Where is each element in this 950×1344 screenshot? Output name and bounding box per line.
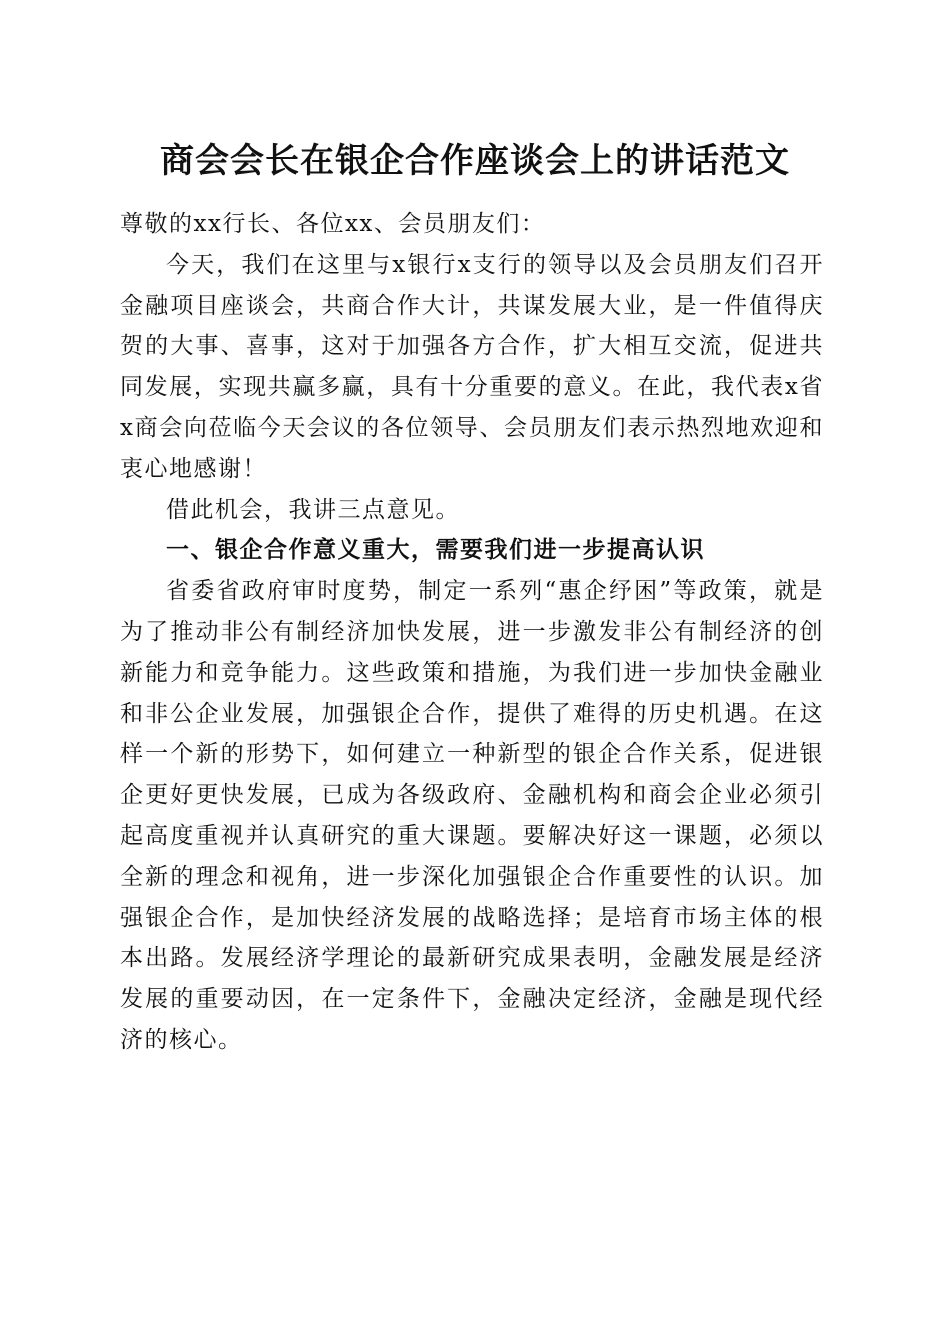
paragraph-opening: 今天，我们在这里与x银行x支行的领导以及会员朋友们召开金融项目座谈会，共商合作大计，共谋发展大业，是一件值得庆贺的大事、喜事，这对于加强各方合作，扩大相互交流，促进共同发展，实现共赢多赢，具有十分重要的意义。在此，我代表x省x商会向莅临今天会议的各位领导、会员朋友们表示热烈地欢迎和衷心地感谢！ — [120, 251, 824, 482]
section-heading: 一、银企合作意义重大，需要我们进一步提高认识 — [166, 537, 705, 564]
paragraph-transition: 借此机会，我讲三点意见。 — [166, 496, 460, 523]
document-title: 商会会长在银企合作座谈会上的讲话范文 — [160, 141, 790, 181]
paragraph-section-one: 省委省政府审时度势，制定一系列“惠企纾困”等政策，就是为了推动非公有制经济加快发展，进一步激发非公有制经济的创新能力和竞争能力。这些政策和措施，为我们进一步加快金融业和非公企业发展，加强银企合作，提供了难得的历史机遇。在这样一个新的形势下，如何建立一种新型的银企合作关系，促进银企更好更快发展，已成为各级政府、金融机构和商会企业必须引起高度重视并认真研究的重大课题。要解决好这一课题，必须以全新的理念和视角，进一步深化加强银企合作重要性的认识。加强银企合作，是加快经济发展的战略选择；是培育市场主体的根本出路。发展经济学理论的最新研究成果表明，金融发展是经济发展的重要动因，在一定条件下，金融决定经济，金融是现代经济的核心。 — [120, 578, 824, 1053]
document-body — [120, 204, 824, 1061]
salutation: 尊敬的xx行长、各位xx、会员朋友们： — [120, 211, 546, 237]
